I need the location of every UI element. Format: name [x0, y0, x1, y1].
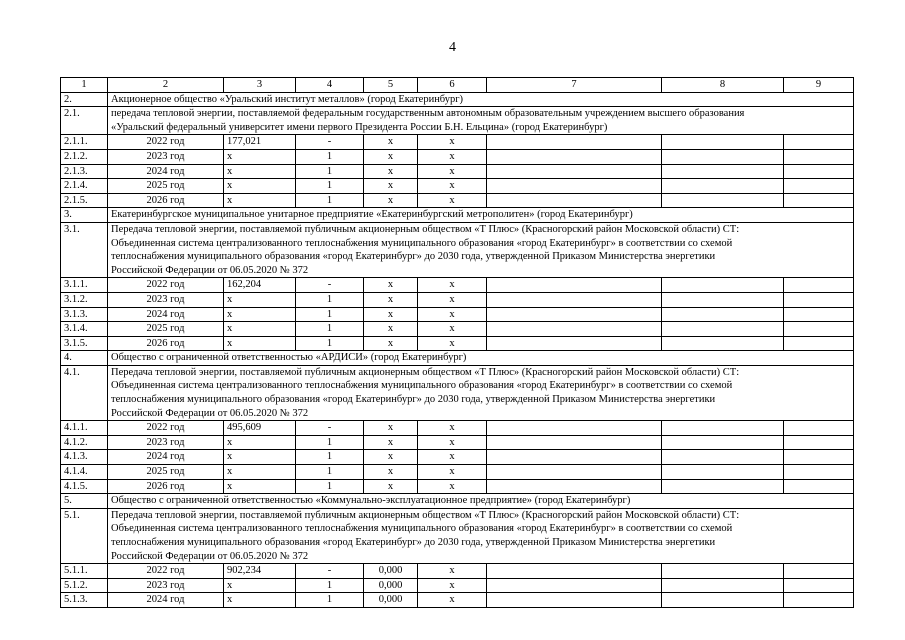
empty-col7: [487, 578, 662, 593]
year-cell: 2022 год: [108, 421, 224, 436]
value-col3: x: [224, 292, 296, 307]
value-col5: x: [364, 135, 418, 150]
empty-col8: [662, 435, 784, 450]
value-col3: 162,204: [224, 278, 296, 293]
value-col5: 0,000: [364, 593, 418, 608]
row-number: 2.1.4.: [61, 179, 108, 194]
empty-col7: [487, 421, 662, 436]
subsection-number: 5.1.: [61, 508, 108, 563]
value-col3: x: [224, 193, 296, 208]
year-cell: 2022 год: [108, 564, 224, 579]
value-col5: x: [364, 465, 418, 480]
value-col4: 1: [296, 450, 364, 465]
value-col5: x: [364, 292, 418, 307]
header-cell: 6: [418, 78, 487, 93]
row-number: 2.1.2.: [61, 149, 108, 164]
year-cell: 2024 год: [108, 593, 224, 608]
value-col4: 1: [296, 435, 364, 450]
year-cell: 2026 год: [108, 479, 224, 494]
row-number: 3.1.5.: [61, 336, 108, 351]
row-number: 4.1.1.: [61, 421, 108, 436]
description-line: Передача тепловой энергии, поставляемой публичным акционерным обществом «Т Плюс» (Красногорский район Московской области) СТ:: [111, 223, 740, 235]
subsection-row: [61, 107, 854, 135]
value-col4: 1: [296, 479, 364, 494]
table-row: [61, 292, 854, 307]
year-cell: 2023 год: [108, 578, 224, 593]
value-col4: -: [296, 135, 364, 150]
empty-col9: [784, 479, 854, 494]
header-row: [61, 78, 854, 93]
value-col4: 1: [296, 322, 364, 337]
value-col6: x: [418, 193, 487, 208]
empty-col8: [662, 421, 784, 436]
value-col3: 177,021: [224, 135, 296, 150]
value-col5: x: [364, 149, 418, 164]
subsection-number: 4.1.: [61, 365, 108, 420]
year-cell: 2025 год: [108, 465, 224, 480]
description-line: Российской Федерации от 06.05.2020 № 372: [111, 407, 309, 419]
value-col6: x: [418, 465, 487, 480]
empty-col9: [784, 179, 854, 194]
empty-col8: [662, 292, 784, 307]
empty-col7: [487, 593, 662, 608]
table-row: [61, 578, 854, 593]
empty-col7: [487, 278, 662, 293]
empty-col9: [784, 164, 854, 179]
subsection-row: [61, 508, 854, 563]
header-cell: 7: [487, 78, 662, 93]
empty-col7: [487, 465, 662, 480]
empty-col8: [662, 450, 784, 465]
value-col5: x: [364, 322, 418, 337]
value-col4: 1: [296, 292, 364, 307]
section-number: 4.: [61, 351, 108, 366]
value-col6: x: [418, 435, 487, 450]
subsection-number: 2.1.: [61, 107, 108, 135]
empty-col8: [662, 479, 784, 494]
value-col3: x: [224, 149, 296, 164]
description-line: теплоснабжения муниципального образования «город Екатеринбург» до 2030 года, утвержденной Приказом Министерства энергетики: [111, 251, 716, 263]
value-col3: x: [224, 435, 296, 450]
empty-col9: [784, 193, 854, 208]
description-line: Российской Федерации от 06.05.2020 № 372: [111, 264, 309, 276]
table-row: [61, 135, 854, 150]
empty-col7: [487, 292, 662, 307]
row-number: 5.1.2.: [61, 578, 108, 593]
value-col5: 0,000: [364, 578, 418, 593]
empty-col9: [784, 278, 854, 293]
section-title: Екатеринбургское муниципальное унитарное предприятие «Екатеринбургский метрополитен» (город Екатеринбург): [108, 208, 854, 223]
year-cell: 2023 год: [108, 149, 224, 164]
year-cell: 2023 год: [108, 435, 224, 450]
value-col6: x: [418, 164, 487, 179]
description-line: теплоснабжения муниципального образования «город Екатеринбург» до 2030 года, утвержденной Приказом Министерства энергетики: [111, 394, 716, 406]
section-number: 2.: [61, 92, 108, 107]
header-cell: 2: [108, 78, 224, 93]
section-row: [61, 208, 854, 223]
value-col3: x: [224, 307, 296, 322]
table-row: [61, 465, 854, 480]
value-col4: 1: [296, 593, 364, 608]
value-col4: 1: [296, 336, 364, 351]
table-row: [61, 278, 854, 293]
value-col3: 902,234: [224, 564, 296, 579]
year-cell: 2024 год: [108, 164, 224, 179]
value-col5: x: [364, 450, 418, 465]
empty-col8: [662, 179, 784, 194]
empty-col8: [662, 193, 784, 208]
value-col6: x: [418, 179, 487, 194]
value-col6: x: [418, 421, 487, 436]
value-col5: x: [364, 193, 418, 208]
value-col4: 1: [296, 193, 364, 208]
subsection-row: [61, 365, 854, 420]
table-row: [61, 322, 854, 337]
table-row: [61, 593, 854, 608]
empty-col9: [784, 465, 854, 480]
value-col6: x: [418, 450, 487, 465]
value-col3: x: [224, 450, 296, 465]
empty-col9: [784, 578, 854, 593]
value-col5: x: [364, 278, 418, 293]
table-row: [61, 164, 854, 179]
value-col4: 1: [296, 307, 364, 322]
row-number: 4.1.3.: [61, 450, 108, 465]
empty-col8: [662, 322, 784, 337]
header-cell: 1: [61, 78, 108, 93]
value-col4: 1: [296, 179, 364, 194]
empty-col7: [487, 179, 662, 194]
value-col3: 495,609: [224, 421, 296, 436]
description-line: «Уральский федеральный университет имени первого Президента России Б.Н. Ельцина» (город Екатеринбург): [111, 121, 608, 133]
year-cell: 2022 год: [108, 135, 224, 150]
year-cell: 2026 год: [108, 193, 224, 208]
value-col3: x: [224, 164, 296, 179]
subsection-description: [108, 222, 854, 277]
value-col3: x: [224, 578, 296, 593]
subsection-row: [61, 222, 854, 277]
row-number: 2.1.3.: [61, 164, 108, 179]
value-col3: x: [224, 465, 296, 480]
table-row: [61, 307, 854, 322]
section-number: 5.: [61, 494, 108, 509]
table-row: [61, 193, 854, 208]
header-cell: 3: [224, 78, 296, 93]
value-col4: -: [296, 564, 364, 579]
empty-col8: [662, 578, 784, 593]
header-cell: 5: [364, 78, 418, 93]
description-line: теплоснабжения муниципального образования «город Екатеринбург» до 2030 года, утвержденной Приказом Министерства энергетики: [111, 537, 716, 548]
row-number: 4.1.4.: [61, 465, 108, 480]
year-cell: 2022 год: [108, 278, 224, 293]
table-body: [61, 78, 854, 608]
row-number: 4.1.5.: [61, 479, 108, 494]
value-col5: 0,000: [364, 564, 418, 579]
empty-col7: [487, 307, 662, 322]
value-col3: x: [224, 593, 296, 608]
description-line: Российской Федерации от 06.05.2020 № 372: [111, 550, 309, 562]
section-title: Акционерное общество «Уральский институт металлов» (город Екатеринбург): [108, 92, 854, 107]
empty-col9: [784, 564, 854, 579]
value-col6: x: [418, 322, 487, 337]
empty-col7: [487, 322, 662, 337]
table-row: [61, 336, 854, 351]
value-col4: 1: [296, 149, 364, 164]
empty-col7: [487, 149, 662, 164]
year-cell: 2025 год: [108, 179, 224, 194]
row-number: 2.1.1.: [61, 135, 108, 150]
empty-col7: [487, 450, 662, 465]
empty-col9: [784, 421, 854, 436]
year-cell: 2026 год: [108, 336, 224, 351]
row-number: 3.1.4.: [61, 322, 108, 337]
value-col6: x: [418, 278, 487, 293]
section-row: [61, 92, 854, 107]
value-col4: -: [296, 421, 364, 436]
header-cell: 8: [662, 78, 784, 93]
empty-col7: [487, 479, 662, 494]
subsection-description: [108, 508, 854, 563]
empty-col8: [662, 465, 784, 480]
table-row: [61, 479, 854, 494]
value-col4: 1: [296, 164, 364, 179]
empty-col9: [784, 292, 854, 307]
row-number: 5.1.1.: [61, 564, 108, 579]
empty-col9: [784, 307, 854, 322]
section-number: 3.: [61, 208, 108, 223]
value-col6: x: [418, 149, 487, 164]
row-number: 3.1.1.: [61, 278, 108, 293]
value-col4: 1: [296, 578, 364, 593]
empty-col9: [784, 135, 854, 150]
year-cell: 2025 год: [108, 322, 224, 337]
empty-col8: [662, 307, 784, 322]
empty-col9: [784, 322, 854, 337]
section-row: [61, 494, 854, 509]
value-col5: x: [364, 421, 418, 436]
empty-col7: [487, 164, 662, 179]
empty-col7: [487, 193, 662, 208]
table-row: [61, 564, 854, 579]
value-col4: 1: [296, 465, 364, 480]
subsection-number: 3.1.: [61, 222, 108, 277]
empty-col9: [784, 336, 854, 351]
section-title: Общество с ограниченной ответственностью «АРДИСИ» (город Екатеринбург): [108, 351, 854, 366]
value-col5: x: [364, 479, 418, 494]
value-col6: x: [418, 135, 487, 150]
value-col4: -: [296, 278, 364, 293]
empty-col8: [662, 336, 784, 351]
header-cell: 4: [296, 78, 364, 93]
empty-col7: [487, 135, 662, 150]
empty-col9: [784, 435, 854, 450]
empty-col8: [662, 278, 784, 293]
table-row: [61, 450, 854, 465]
empty-col9: [784, 593, 854, 608]
empty-col7: [487, 336, 662, 351]
empty-col8: [662, 149, 784, 164]
tariff-table: [60, 77, 854, 608]
value-col6: x: [418, 479, 487, 494]
description-line: Объединенная система централизованного теплоснабжения муниципального образования «город Екатеринбург» в соответствии со схемой: [111, 380, 733, 392]
year-cell: 2024 год: [108, 450, 224, 465]
empty-col8: [662, 164, 784, 179]
description-line: Объединенная система централизованного теплоснабжения муниципального образования «город Екатеринбург» в соответствии со схемой: [111, 523, 733, 535]
value-col5: x: [364, 179, 418, 194]
section-row: [61, 351, 854, 366]
empty-col9: [784, 450, 854, 465]
empty-col9: [784, 149, 854, 164]
value-col5: x: [364, 164, 418, 179]
value-col3: x: [224, 322, 296, 337]
value-col3: x: [224, 336, 296, 351]
value-col5: x: [364, 435, 418, 450]
table-row: [61, 179, 854, 194]
value-col6: x: [418, 292, 487, 307]
value-col6: x: [418, 593, 487, 608]
description-line: Объединенная система централизованного теплоснабжения муниципального образования «город Екатеринбург» в соответствии со схемой: [111, 237, 733, 249]
table-row: [61, 149, 854, 164]
row-number: 3.1.2.: [61, 292, 108, 307]
subsection-description: [108, 365, 854, 420]
value-col6: x: [418, 564, 487, 579]
empty-col7: [487, 435, 662, 450]
value-col5: x: [364, 336, 418, 351]
empty-col8: [662, 593, 784, 608]
row-number: 4.1.2.: [61, 435, 108, 450]
value-col6: x: [418, 307, 487, 322]
row-number: 2.1.5.: [61, 193, 108, 208]
value-col5: x: [364, 307, 418, 322]
section-title: Общество с ограниченной ответственностью «Коммунально-эксплуатационное предприятие» (город Екатеринбург): [108, 494, 854, 509]
description-line: Передача тепловой энергии, поставляемой публичным акционерным обществом «Т Плюс» (Красногорский район Московской области) СТ:: [111, 509, 740, 521]
row-number: 3.1.3.: [61, 307, 108, 322]
table-row: [61, 421, 854, 436]
empty-col8: [662, 135, 784, 150]
description-line: передача тепловой энергии, поставляемой федеральным государственным автономным образовательным учреждением высшего образования: [111, 108, 745, 120]
value-col3: x: [224, 179, 296, 194]
empty-col7: [487, 564, 662, 579]
description-line: Передача тепловой энергии, поставляемой публичным акционерным обществом «Т Плюс» (Красногорский район Московской области) СТ:: [111, 366, 740, 378]
table-row: [61, 435, 854, 450]
subsection-description: [108, 107, 854, 135]
empty-col8: [662, 564, 784, 579]
row-number: 5.1.3.: [61, 593, 108, 608]
value-col6: x: [418, 336, 487, 351]
value-col6: x: [418, 578, 487, 593]
year-cell: 2023 год: [108, 292, 224, 307]
header-cell: 9: [784, 78, 854, 93]
year-cell: 2024 год: [108, 307, 224, 322]
page-number: 4: [449, 40, 456, 55]
value-col3: x: [224, 479, 296, 494]
